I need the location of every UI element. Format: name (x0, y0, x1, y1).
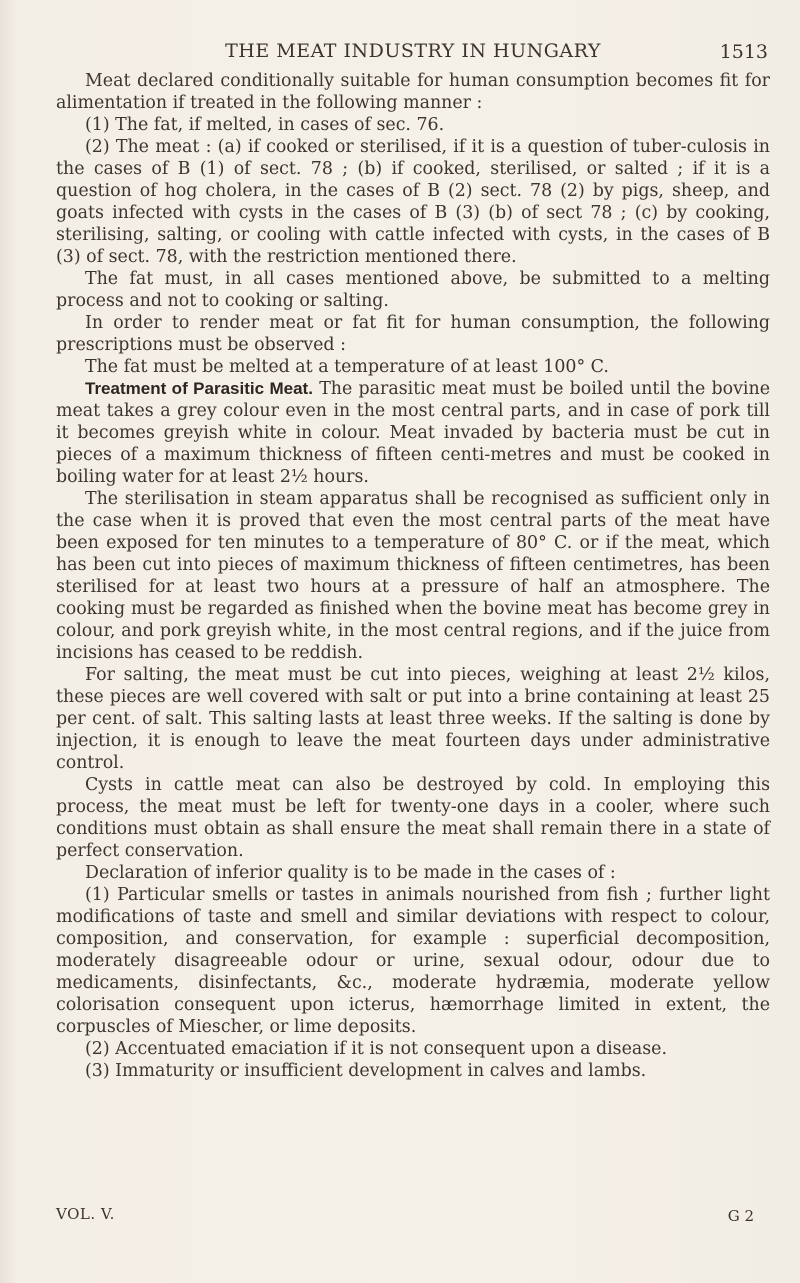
page-footer (56, 1205, 770, 1229)
volume-label: VOL. V. (56, 1205, 115, 1223)
running-title: THE MEAT INDUSTRY IN HUNGARY (225, 40, 601, 62)
paragraph: (2) The meat : (a) if cooked or sterilised, if it is a question of tuber-culosis in the cases of B (1) of sect. 78 ; (b) if cooked, sterilised, or salted ; if it is a question of hog cholera, in the cases of B (2) sect. 78 (2) by pigs, sheep, and goats infected with cysts in the cases of B (3) (b) of sect 78 ; (c) by cooking, sterilising, salting, or cooling with cattle infected with cysts, in the cases of B (3) of sect. 78, with the restriction mentioned there. (56, 137, 770, 267)
page-number: 1513 (719, 41, 768, 63)
signature-mark: G 2 (727, 1207, 754, 1225)
paragraph: The fat must be melted at a temperature of at least 100° C. (85, 357, 609, 377)
paragraph: (3) Immaturity or insufficient development in calves and lambs. (85, 1061, 647, 1081)
paragraph: Cysts in cattle meat can also be destroyed by cold. In employing this process, the meat must be left for twenty-one days in a cooler, where such conditions must obtain as shall ensure the meat shall remain there in a state of perfect conservation. (56, 775, 770, 861)
paragraph: (1) The fat, if melted, in cases of sec. 76. (85, 115, 445, 135)
page-body (56, 70, 770, 1082)
paragraph: Declaration of inferior quality is to be made in the cases of : (85, 863, 616, 883)
running-header (58, 40, 768, 68)
treatment-paragraph (56, 378, 770, 488)
paragraph: Meat declared conditionally suitable for human consumption becomes fit for alimentation if treated in the following manner : (56, 71, 770, 113)
paragraph: The fat must, in all cases mentioned above, be submitted to a melting process and not to cooking or salting. (56, 269, 770, 311)
paragraph: The sterilisation in steam apparatus shall be recognised as sufficient only in the case when it is proved that even the most central parts of the meat have been exposed for ten minutes to a temperature of 80° C. or if the meat, which has been cut into pieces of maximum thickness of fifteen centimetres, has been sterilised for at least two hours at a pressure of half an atmosphere. The cooking must be regarded as finished when the bovine meat has become grey in colour, and pork greyish white, in the most central regions, and if the juice from incisions has ceased to be reddish. (56, 489, 770, 663)
paragraph: For salting, the meat must be cut into pieces, weighing at least 2½ kilos, these pieces are well covered with salt or put into a brine containing at least 25 per cent. of salt. This salting lasts at least three weeks. If the salting is done by injection, it is enough to leave the meat fourteen days under administrative control. (56, 665, 770, 773)
paragraph: In order to render meat or fat fit for human consumption, the following prescriptions must be observed : (56, 313, 770, 355)
paragraph: (1) Particular smells or tastes in animals nourished from fish ; further light modifications of taste and smell and similar deviations with respect to colour, composition, and conservation, for example : superficial decomposition, moderately disagreeable odour or urine, sexual odour, odour due to medicaments, disinfectants, &c., moderate hydræmia, moderate yellow colorisation consequent upon icterus, hæmorrhage limited in extent, the corpuscles of Miescher, or lime deposits. (56, 885, 770, 1037)
treatment-text: The parasitic meat must be boiled until the bovine meat takes a grey colour even in the most central parts, and in case of pork till it becomes greyish white in colour. Meat invaded by bacteria must be cut in pieces of a maximum thickness of fifteen centi-metres and must be cooked in boiling water for at least 2½ hours. (56, 379, 770, 487)
section-heading: Treatment of Parasitic Meat. (85, 379, 313, 398)
paragraph: (2) Accentuated emaciation if it is not consequent upon a disease. (85, 1039, 667, 1059)
